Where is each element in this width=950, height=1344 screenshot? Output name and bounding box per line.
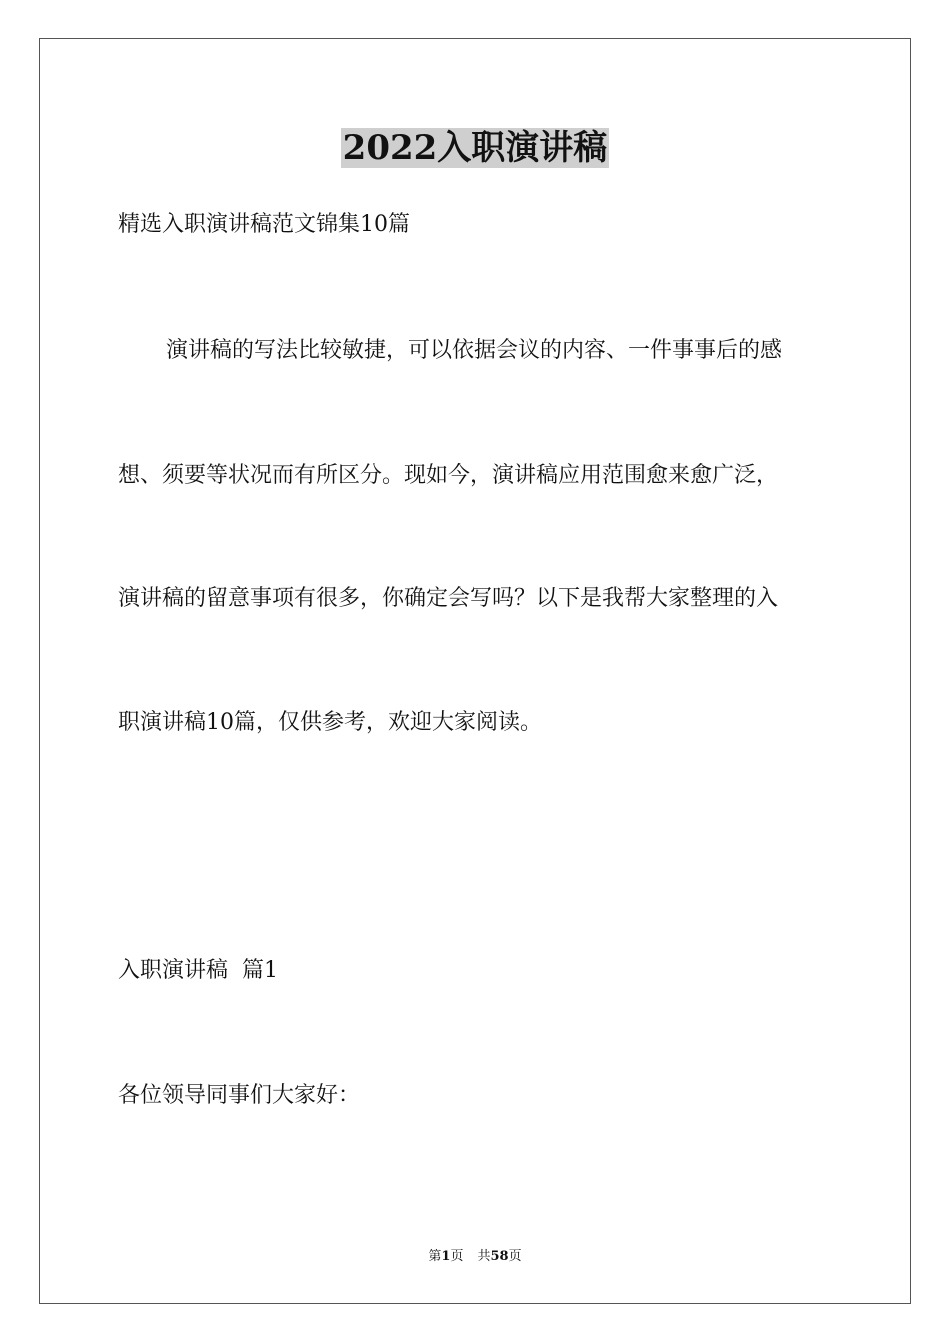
paragraph-line-4: 职演讲稿10篇，仅供参考，欢迎大家阅读。 [118,710,542,735]
document-title-text: 2022入职演讲稿 [342,128,608,168]
section-heading: 入职演讲稿 篇1 [118,958,278,983]
footer-page-current: 1 [441,1249,451,1264]
document-subtitle: 精选入职演讲稿范文锦集10篇 [118,212,410,237]
footer-page-total: 58 [490,1249,509,1264]
document-title [0,128,950,168]
paragraph-line-2: 想、须要等状况而有所区分。现如今，演讲稿应用范围愈来愈广泛， [118,463,779,488]
greeting-line: 各位领导同事们大家好： [118,1083,361,1108]
footer-page-suffix: 页 [450,1249,464,1264]
paragraph-line-1: 演讲稿的写法比较敏捷，可以依据会议的内容、一件事事后的感 [166,338,783,363]
paragraph-line-3: 演讲稿的留意事项有很多，你确定会写吗？以下是我帮大家整理的入 [118,586,779,611]
page-footer [0,1248,950,1266]
footer-total-prefix: 共 [477,1249,491,1264]
footer-total-suffix: 页 [508,1249,522,1264]
footer-page-prefix: 第 [428,1249,442,1264]
